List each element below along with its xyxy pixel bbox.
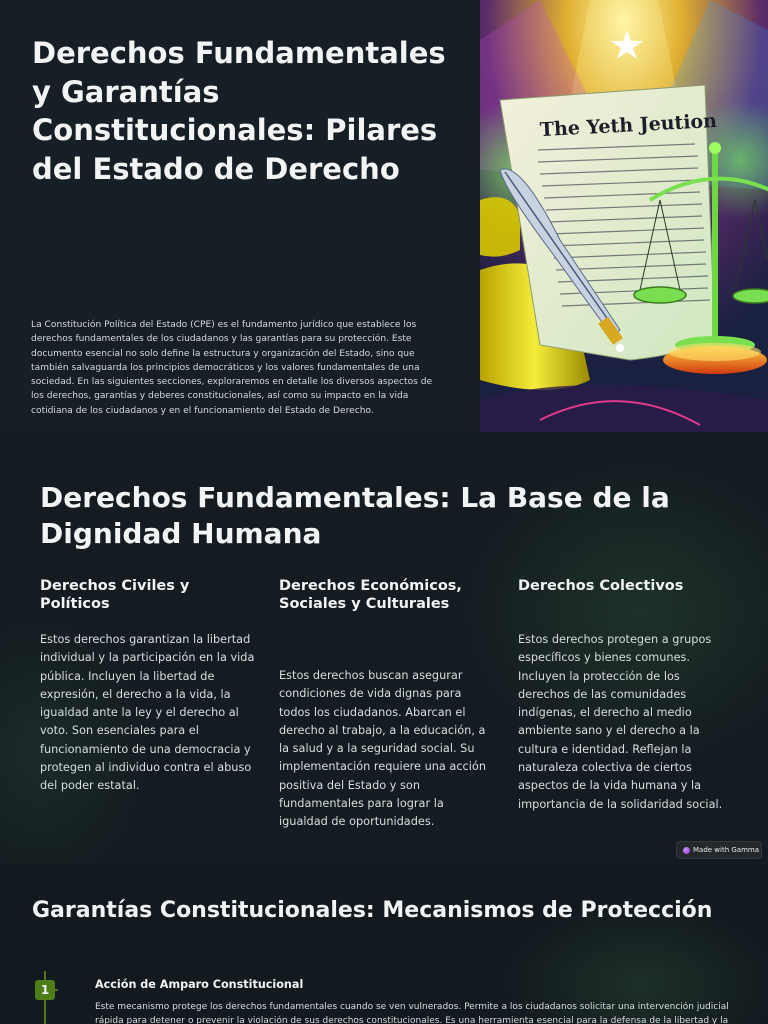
rights-column-collective bbox=[518, 577, 734, 814]
timeline-item-title: Acción de Amparo Constitucional bbox=[95, 978, 304, 991]
hero-illustration bbox=[480, 0, 768, 432]
section-title: Garantías Constitucionales: Mecanismos de Protección bbox=[32, 898, 713, 923]
timeline-number-badge: 1 bbox=[35, 980, 55, 1000]
timeline-item-text: Este mecanismo protege los derechos fundamentales cuando se ven vulnerados. Permite a los ciudadanos solicitar una intervención judicial rápida para detener o prevenir la violación de sus derechos constitucionales. Es una herramienta esencial para la defensa de la libertad y la bbox=[95, 1002, 729, 1024]
page-title: Derechos Fundamentales y Garantías Constitucionales: Pilares del Estado de Derecho bbox=[32, 36, 446, 186]
column-heading: Derechos Colectivos bbox=[518, 578, 684, 594]
column-heading: Derechos Económicos, Sociales y Culturales bbox=[279, 578, 462, 612]
column-text: Estos derechos protegen a grupos específicos y bienes comunes. Incluyen la protección de los derechos de las comunidades indígenas, el derecho al medio ambiente sano y el derecho a la cultura e identidad. Reflejan la naturaleza colectiva de ciertos aspectos de la vida humana y la importancia de la solidaridad social. bbox=[518, 633, 723, 811]
column-text: Estos derechos garantizan la libertad individual y la participación en la vida pública. Incluyen la libertad de expresión, el derecho a la vida, la igualdad ante la ley y el derecho al voto. Son esenciales para el funcionamiento de una democracia y protegen al individuo contra el abuso del poder estatal. bbox=[40, 633, 255, 793]
badge-label: Made with Gamma bbox=[693, 846, 760, 854]
illustration-caption: The Yeth Jeution bbox=[539, 109, 718, 142]
fundamental-rights-section bbox=[0, 432, 768, 864]
hero-section bbox=[0, 0, 768, 432]
constitutional-guarantees-section bbox=[0, 864, 768, 1024]
hero-description: La Constitución Política del Estado (CPE) es el fundamento jurídico que establece los derechos fundamentales de los ciudadanos y las garantías para su protección. Este documento esencial no solo define la estructura y organización del Estado, sino que también salvaguarda los principios democráticos y los valores fundamentales de una sociedad. En las siguientes secciones, exploraremos en detalle los diversos aspectos de los derechos, garantías y deberes constitucionales, así como su impacto en la vida cotidiana de los ciudadanos y en el funcionamiento del Estado de Derecho. bbox=[31, 320, 433, 416]
hero-text-panel bbox=[0, 0, 480, 432]
rights-column-civil bbox=[40, 577, 256, 796]
section-title: Derechos Fundamentales: La Base de la Dignidad Humana bbox=[40, 481, 670, 550]
rights-column-economic bbox=[279, 577, 495, 832]
gamma-logo-icon bbox=[683, 847, 690, 854]
made-with-gamma-badge[interactable] bbox=[676, 841, 762, 859]
column-heading: Derechos Civiles y Políticos bbox=[40, 578, 190, 612]
column-text: Estos derechos buscan asegurar condiciones de vida dignas para todos los ciudadanos. Abarcan el derecho al trabajo, a la educación, a la salud y a la seguridad social. Su implementación requiere una acción positiva del Estado y son fundamentales para lograr la igualdad de oportunidades. bbox=[279, 669, 486, 829]
